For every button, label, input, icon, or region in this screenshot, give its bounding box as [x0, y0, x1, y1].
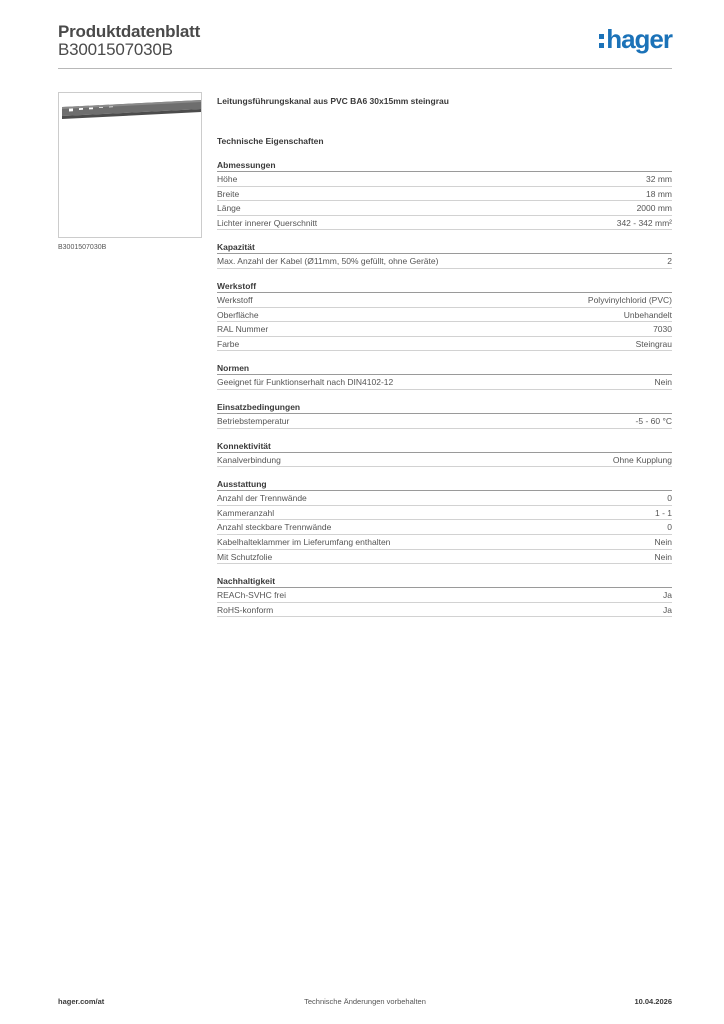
- property-group: [217, 241, 672, 269]
- property-group: [217, 401, 672, 429]
- property-row: [217, 216, 672, 231]
- property-value: 0: [667, 522, 672, 533]
- document-title: Produktdatenblatt: [58, 22, 201, 41]
- property-row: [217, 308, 672, 323]
- property-label: Farbe: [217, 338, 240, 349]
- property-label: Breite: [217, 188, 240, 199]
- property-label: Anzahl steckbare Trennwände: [217, 522, 332, 533]
- property-label: Oberfläche: [217, 309, 259, 320]
- property-label: Betriebstemperatur: [217, 415, 290, 426]
- property-group: [217, 575, 672, 617]
- footer-website: hager.com/at: [58, 997, 105, 1006]
- property-value: 7030: [653, 324, 672, 335]
- property-value: -5 - 60 °C: [635, 415, 672, 426]
- property-row: [217, 254, 672, 269]
- property-row: [217, 520, 672, 535]
- group-title: Normen: [217, 362, 672, 375]
- image-caption: B3001507030B: [58, 244, 107, 251]
- property-row: [217, 588, 672, 603]
- logo-colon-icon: [599, 34, 604, 48]
- property-label: Kammeranzahl: [217, 507, 275, 518]
- property-label: REACh-SVHC frei: [217, 590, 286, 601]
- property-row: [217, 337, 672, 352]
- group-title: Ausstattung: [217, 478, 672, 491]
- page-header: [58, 22, 672, 70]
- property-value: Ja: [663, 590, 672, 601]
- document-code: B3001507030B: [58, 40, 173, 59]
- property-label: RAL Nummer: [217, 324, 269, 335]
- property-group: [217, 362, 672, 390]
- property-label: Max. Anzahl der Kabel (Ø11mm, 50% gefüllt, ohne Geräte): [217, 256, 439, 267]
- property-label: Mit Schutzfolie: [217, 551, 273, 562]
- group-title: Kapazität: [217, 241, 672, 254]
- product-description: Leitungsführungskanal aus PVC BA6 30x15mm steingrau: [217, 96, 449, 106]
- group-title: Einsatzbedingungen: [217, 401, 672, 414]
- property-label: Kabelhalteklammer im Lieferumfang enthalten: [217, 536, 391, 547]
- property-value: 1 - 1: [654, 507, 672, 518]
- section-title: Technische Eigenschaften: [217, 136, 324, 146]
- property-groups: [217, 159, 672, 617]
- property-label: Anzahl der Trennwände: [217, 493, 307, 504]
- property-label: Lichter innerer Querschnitt: [217, 217, 318, 228]
- property-label: Höhe: [217, 174, 238, 184]
- property-row: [217, 172, 672, 187]
- property-row: [217, 506, 672, 521]
- property-label: Länge: [217, 203, 241, 214]
- property-row: [217, 603, 672, 618]
- property-label: RoHS-konform: [217, 604, 274, 615]
- property-value: Nein: [654, 377, 672, 388]
- property-group: [217, 478, 672, 564]
- header-divider: [58, 68, 672, 69]
- footer-disclaimer: Technische Änderungen vorbehalten: [304, 997, 426, 1006]
- property-value: Polyvinylchlorid (PVC): [587, 294, 672, 305]
- property-row: [217, 491, 672, 506]
- property-label: Werkstoff: [217, 294, 253, 305]
- property-value: Ja: [663, 604, 672, 615]
- hager-logo: [599, 26, 672, 52]
- property-row: [217, 201, 672, 216]
- property-value: 342 - 342 mm²: [616, 217, 672, 228]
- property-row: [217, 535, 672, 550]
- property-row: [217, 550, 672, 565]
- property-group: [217, 280, 672, 351]
- group-title: Abmessungen: [217, 159, 672, 172]
- property-value: 18 mm: [646, 188, 672, 199]
- property-value: Steingrau: [635, 338, 672, 349]
- property-row: [217, 293, 672, 308]
- group-title: Nachhaltigkeit: [217, 575, 672, 588]
- property-group: [217, 159, 672, 230]
- property-row: [217, 187, 672, 202]
- property-value: Nein: [654, 536, 672, 547]
- property-row: [217, 322, 672, 337]
- property-label: Kanalverbindung: [217, 454, 281, 465]
- property-value: 0: [667, 493, 672, 504]
- property-row: [217, 414, 672, 429]
- property-value: 2000 mm: [636, 203, 672, 214]
- group-title: Werkstoff: [217, 280, 672, 293]
- property-value: 2: [667, 256, 672, 267]
- property-value: Unbehandelt: [623, 309, 672, 320]
- group-title: Konnektivität: [217, 440, 672, 453]
- cable-duct-image: [58, 92, 202, 238]
- footer-date: 10.04.2026: [634, 997, 672, 1006]
- technical-data: [217, 96, 672, 617]
- property-value: Ohne Kupplung: [612, 454, 672, 465]
- logo-text: hager: [606, 24, 672, 54]
- property-label: Geeignet für Funktionserhalt nach DIN4102-12: [217, 377, 394, 388]
- property-value: Nein: [654, 551, 672, 562]
- property-row: [217, 453, 672, 468]
- property-value: 32 mm: [646, 174, 672, 184]
- property-row: [217, 375, 672, 390]
- property-group: [217, 440, 672, 468]
